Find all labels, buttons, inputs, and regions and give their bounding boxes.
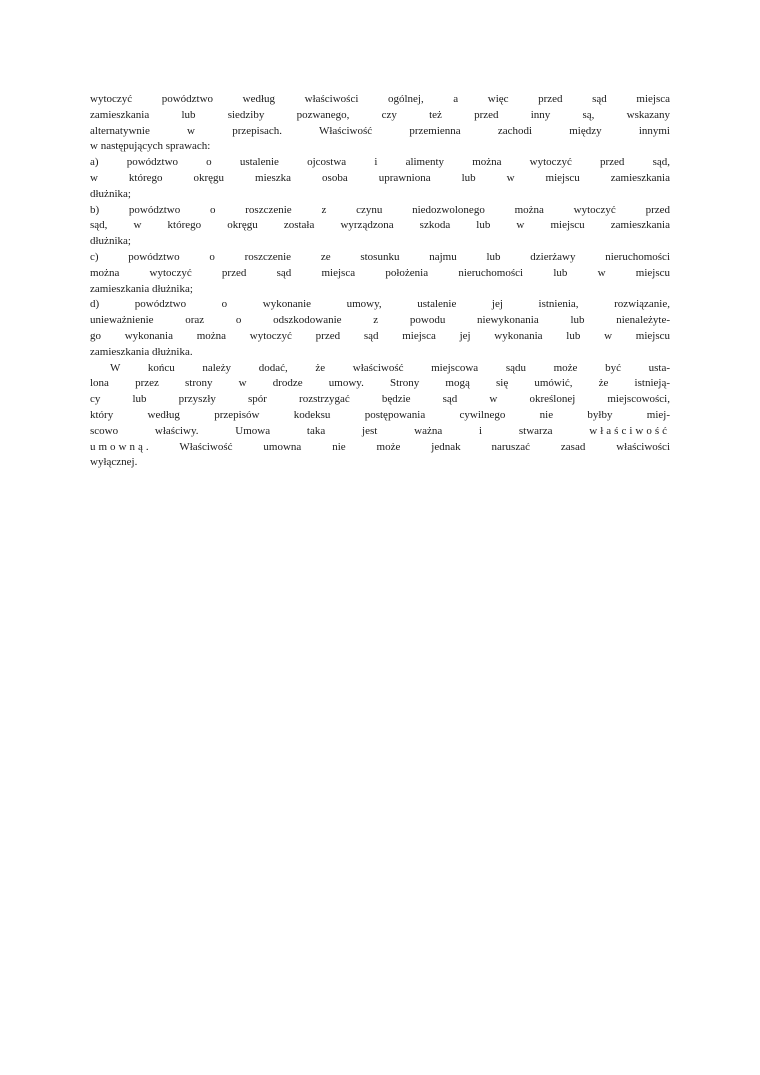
text-line: dłużnika;	[90, 235, 131, 248]
text-lines	[90, 92, 670, 424]
text-line: W końcu należy dodać, że właściwość miejscowa sądu może być usta-	[110, 361, 670, 374]
text-line: unieważnienie oraz o odszkodowanie z powodu niewykonania lub nienależyte-	[90, 314, 670, 327]
text-line: w którego okręgu mieszka osoba uprawniona lub w miejscu zamieszkania	[90, 171, 670, 184]
text-line: lona przez strony w drodze umowy. Strony mogą się umówić, że istnieją-	[90, 377, 670, 390]
text-line	[90, 440, 670, 456]
text-line: d) powództwo o wykonanie umowy, ustalenie jej istnienia, rozwiązanie,	[90, 298, 670, 311]
text-line: alternatywnie w przepisach. Właściwość przemienna zachodi między innymi	[90, 124, 670, 137]
text-line: zamieszkania dłużnika.	[90, 345, 193, 358]
text-line: sąd, w którego okręgu została wyrządzona szkoda lub w miejscu zamieszkania	[90, 219, 670, 232]
emphasized-term: właściwość	[589, 424, 670, 437]
text-line: można wytoczyć przed sąd miejsca położenia nieruchomości lub w miejscu	[90, 266, 670, 279]
text-line: go wykonania można wytoczyć przed sąd miejsca jej wykonania lub w miejscu	[90, 329, 670, 342]
text-line: cy lub przyszły spór rozstrzygać będzie sąd w określonej miejscowości,	[90, 393, 670, 406]
text-line: wytoczyć powództwo według właściwości ogólnej, a więc przed sąd miejsca	[90, 93, 670, 105]
text-line: b) powództwo o roszczenie z czynu niedozwolonego można wytoczyć przed	[90, 203, 670, 216]
text-line: który według przepisów kodeksu postępowania cywilnego nie byłby miej-	[90, 408, 670, 421]
text-line: c) powództwo o roszczenie ze stosunku najmu lub dzierżawy nieruchomości	[90, 250, 670, 263]
text-run: . Właściwość umowna nie może jednak naruszać zasad właściwości	[145, 440, 670, 453]
text-line: dłużnika;	[90, 187, 131, 200]
text-line: zamieszkania lub siedziby pozwanego, czy też przed inny są, wskazany	[90, 108, 670, 121]
text-line: wyłącznej.	[90, 456, 138, 469]
text-run: scowo właściwy. Umowa taka jest ważna i stwarza	[90, 424, 590, 437]
body-text	[90, 92, 670, 471]
text-line	[90, 424, 670, 440]
text-line: w następujących sprawach:	[90, 140, 211, 153]
emphasized-term: umowną	[90, 440, 146, 453]
text-line: a) powództwo o ustalenie ojcostwa i alimenty można wytoczyć przed sąd,	[90, 156, 670, 169]
text-line: zamieszkania dłużnika;	[90, 282, 193, 295]
